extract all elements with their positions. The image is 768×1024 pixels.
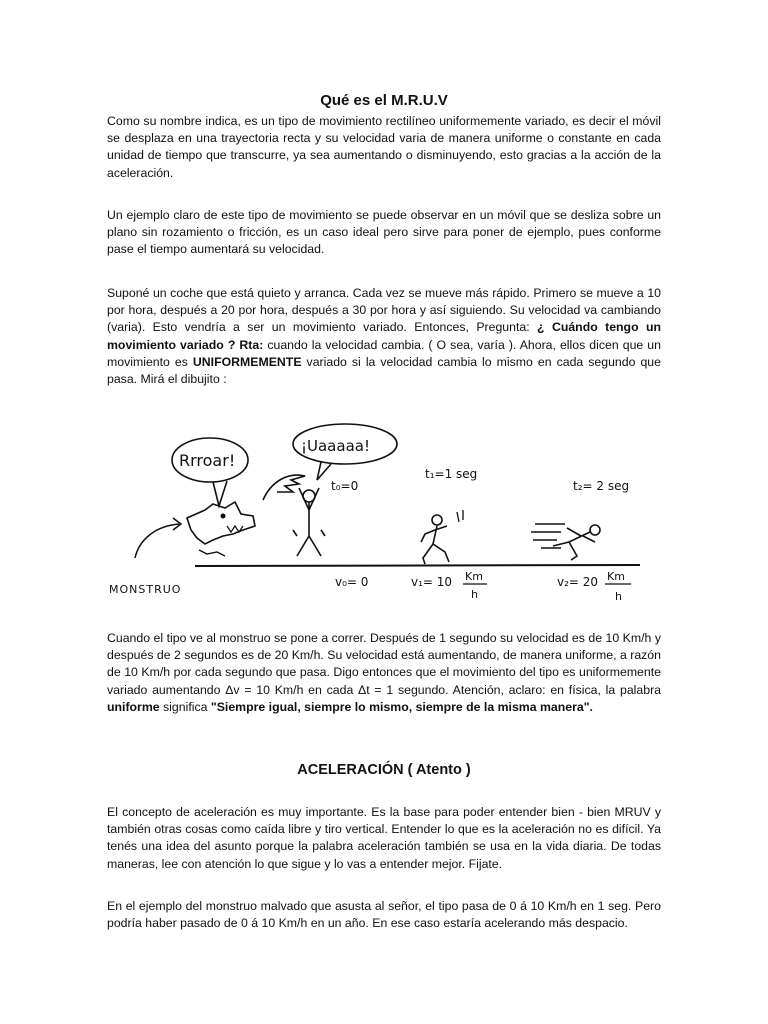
paragraph-explanation <box>107 630 661 716</box>
monster-drawing <box>95 418 655 618</box>
uniformemente-emphasis: UNIFORMEMENTE <box>192 354 302 369</box>
ground-line <box>195 565 640 566</box>
v1-unit-den: h <box>471 588 478 601</box>
v1-unit-num: Km <box>465 570 483 583</box>
running-man-1-icon <box>421 515 449 564</box>
explanation-text-a: Cuando el tipo ve al monstruo se pone a correr. Después de 1 segundo su velocidad es de 10 Km/h y después de 2 segundos es de 20 Km/h. Su velocidad está aumentando, de manera uniforme, a razón de 10 Km/h por cada segundo que pasa. Digo entonces que el movimiento del tipo es uniformemente variado aumentando Δv = 10 Km/h en cada Δt = 1 segundo. Atención, aclaro: en física, la palabra <box>107 631 661 697</box>
question-text: ¿ Cuándo tengo un movimiento variado ? <box>107 320 661 352</box>
v2-unit-den: h <box>615 590 622 603</box>
v1-label: v₁= 10 <box>411 575 453 589</box>
paragraph-car <box>107 285 661 388</box>
monster-roar-text: Rrroar! <box>179 451 236 470</box>
monstruo-label: MONSTRUO <box>109 583 182 596</box>
uniforme-emphasis: uniforme <box>107 699 160 714</box>
answer-label: Rta: <box>235 337 264 352</box>
monster-claw-icon <box>263 475 305 500</box>
explanation-text-b: significa <box>159 699 211 714</box>
man-shout-text: ¡Uaaaaa! <box>301 437 370 455</box>
paragraph-intro: Como su nombre indica, es un tipo de movimiento rectilíneo uniformemente variado, es decir el móvil se desplaza en una trayectoria recta y su velocidad varia de manera uniforme o constante en cada unidad de tiempo que transcurre, ya sea aumentando o disminuyendo, esto gracias a la acción de la aceleración. <box>107 114 661 180</box>
t0-label: t₀=0 <box>331 479 359 493</box>
paragraph-aceleracion: El concepto de aceleración es muy importante. Es la base para poder entender bien - bien MRUV y también otras cosas como caída libre y tiro vertical. Entender lo que es la aceleración no es difícil. Ya tenés una idea del asunto porque la palabra aceleración también se usa en la vida diaria. De todas maneras, lee con atención lo que sigue y lo vas a entender mejor. Fijate. <box>107 805 661 871</box>
car-text-a: Suponé un coche que está quieto y arranca. Cada vez se mueve más rápido. Primero se mueve a 10 por hora, después a 20 por hora, después a 30 por hora y así siguiendo. Su velocidad va cambiando (varia). Esto vendría a ser un movimiento variado. Entonces, Pregunta: <box>107 286 661 335</box>
paragraph-example: Un ejemplo claro de este tipo de movimiento se puede observar en un móvil que se desliza sobre un plano sin rozamiento o fricción, es un caso ideal pero sirve para poner de ejemplo, pues conforme pase el tiempo aumentará su velocidad. <box>107 208 661 257</box>
section-heading-aceleracion: ACELERACIÓN ( Atento ) <box>297 762 471 778</box>
t2-label: t₂= 2 seg <box>573 479 630 493</box>
definition-quote: "Siempre igual, siempre lo mismo, siempre de la misma manera". <box>210 699 593 714</box>
v2-unit-num: Km <box>607 570 625 583</box>
t1-label: t₁=1 seg <box>425 467 478 481</box>
paragraph-monster-example: En el ejemplo del monstruo malvado que asusta al señor, el tipo pasa de 0 á 10 Km/h en 1 seg. Pero podría haber pasado de 0 á 10 Km/h en un año. En ese caso estaría acelerando más despacio. <box>107 899 661 931</box>
page-title: Qué es el M.R.U.V <box>320 92 448 109</box>
v0-label: v₀= 0 <box>335 575 369 589</box>
car-text-c: variado si la velocidad cambia lo mismo en cada segundo que pasa. Mirá el dibujito : <box>107 354 661 387</box>
scared-man-icon <box>293 488 325 556</box>
car-text-b: cuando la velocidad cambia. ( O sea, varía ). Ahora, ellos dicen que un movimiento es <box>107 337 661 369</box>
v2-label: v₂= 20 <box>557 575 599 589</box>
monster-head-icon <box>187 502 255 544</box>
running-man-2-icon <box>553 525 600 560</box>
